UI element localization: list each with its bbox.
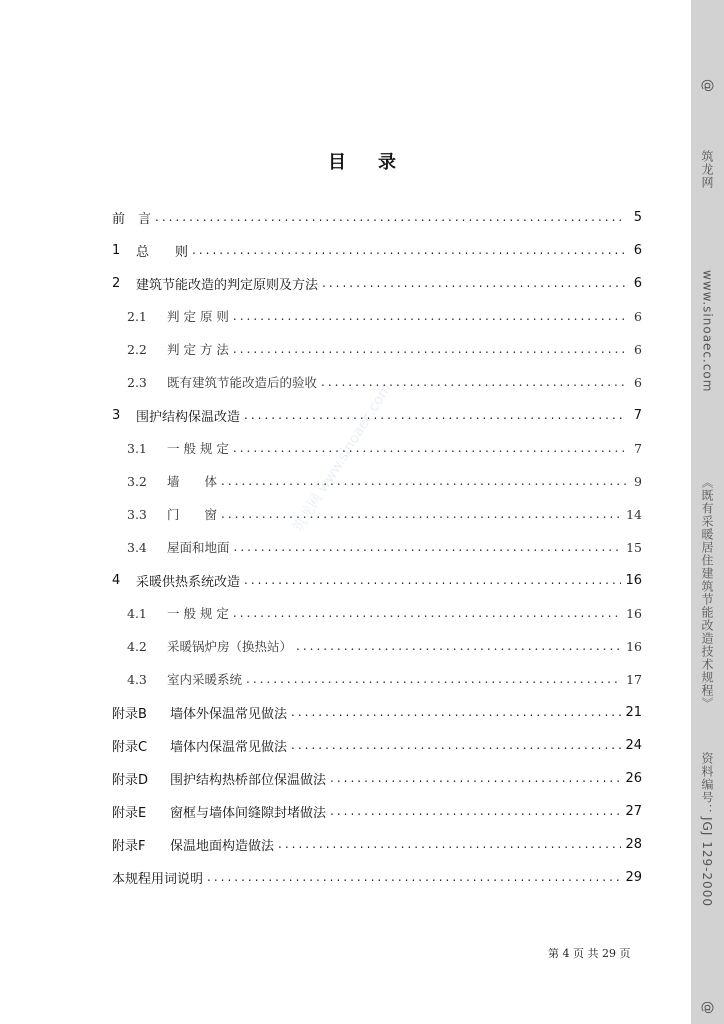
toc-page-number: 15 — [626, 539, 642, 555]
sidebar-site-name: 筑龙网 — [700, 150, 714, 189]
toc-entry[interactable] — [112, 240, 642, 260]
toc-page-number: 29 — [625, 869, 642, 885]
toc-entry[interactable] — [127, 603, 642, 623]
toc-entry[interactable] — [112, 867, 642, 887]
toc-number: 3.2 — [127, 473, 147, 489]
toc-leader-dots — [244, 408, 626, 422]
title-char-2: 录 — [378, 152, 396, 173]
toc-label: 采暖锅炉房（换热站） — [167, 639, 293, 654]
toc-number: 附录C — [112, 739, 148, 755]
toc-entry[interactable] — [127, 669, 642, 689]
toc-label: 一 般 规 定 — [167, 606, 229, 621]
toc-number: 3.3 — [127, 506, 147, 522]
toc-page-number: 14 — [626, 506, 642, 522]
toc-entry[interactable] — [112, 702, 642, 722]
toc-leader-dots — [192, 243, 626, 257]
toc-page-number: 16 — [626, 638, 642, 654]
toc-entry[interactable] — [127, 438, 642, 458]
toc-number: 附录B — [112, 706, 147, 722]
toc-leader-dots — [233, 606, 622, 620]
toc-entry[interactable] — [112, 735, 642, 755]
toc-page-number: 5 — [633, 209, 642, 225]
toc-number: 1 — [112, 242, 121, 258]
watermark: 筑龙网 www.sinoaec.com — [290, 380, 395, 536]
toc-page-number: 27 — [625, 803, 642, 819]
toc-number: 附录D — [112, 772, 149, 788]
toc-leader-dots — [330, 804, 621, 818]
toc-leader-dots — [207, 870, 621, 884]
toc-page-number: 7 — [633, 407, 642, 423]
sidebar-website: www.sinoaec.com — [700, 270, 715, 393]
toc-page-number: 6 — [634, 341, 642, 357]
toc-number: 前 言 — [112, 211, 152, 227]
toc-leader-dots — [321, 375, 626, 389]
toc-entry[interactable] — [127, 471, 642, 491]
toc-leader-dots — [221, 507, 622, 521]
toc-leader-dots — [233, 441, 626, 455]
toc-label: 既有建筑节能改造后的验收 — [167, 375, 318, 390]
toc-leader-dots — [291, 705, 621, 719]
toc-label: 判 定 方 法 — [167, 342, 229, 357]
toc-page-number: 16 — [626, 605, 642, 621]
toc-leader-dots — [296, 639, 622, 653]
toc-label: 保温地面构造做法 — [170, 838, 275, 854]
toc-label: 窗框与墙体间缝隙封堵做法 — [170, 805, 327, 821]
toc-leader-dots — [155, 210, 626, 224]
toc-number: 2.3 — [127, 374, 147, 390]
toc-label: 判 定 原 则 — [167, 309, 229, 324]
toc-entry[interactable] — [127, 306, 642, 326]
toc-page-number: 6 — [634, 308, 642, 324]
toc-number: 3.1 — [127, 440, 147, 456]
toc-page-number: 6 — [634, 374, 642, 390]
toc-page-number: 16 — [625, 572, 642, 588]
toc-number: 3 — [112, 407, 121, 423]
toc-number: 2 — [112, 275, 121, 291]
toc-page-number: 6 — [633, 242, 642, 258]
toc-leader-dots — [291, 738, 621, 752]
toc-number: 4.3 — [127, 671, 147, 687]
toc-leader-dots — [246, 672, 622, 686]
toc-label: 门 窗 — [167, 507, 218, 522]
toc-leader-dots — [233, 309, 626, 323]
at-symbol-top: @ — [700, 79, 715, 92]
toc-label: 围护结构保温改造 — [136, 409, 241, 425]
toc-leader-dots — [244, 573, 621, 587]
toc-number: 本规程用词说明 — [112, 871, 204, 887]
toc-page-number: 7 — [634, 440, 642, 456]
toc-leader-dots — [322, 276, 626, 290]
toc-label: 室内采暖系统 — [167, 672, 243, 687]
toc-number: 附录E — [112, 805, 147, 821]
toc-page-number: 26 — [625, 770, 642, 786]
title-char-1: 目 — [328, 152, 346, 173]
toc-page-number: 24 — [625, 737, 642, 753]
at-symbol-bottom: @ — [700, 1001, 715, 1014]
toc-page-number: 9 — [634, 473, 642, 489]
toc-entry[interactable] — [112, 207, 642, 227]
toc-page-number: 28 — [625, 836, 642, 852]
toc-entry[interactable] — [127, 504, 642, 524]
toc-number: 2.1 — [127, 308, 147, 324]
toc-entry[interactable] — [127, 636, 642, 656]
toc-entry[interactable] — [112, 570, 642, 590]
toc-entry[interactable] — [112, 768, 642, 788]
toc-label: 墙体内保温常见做法 — [170, 739, 288, 755]
sidebar-doc-code: 资料编号：JGJ 129-2000 — [700, 752, 714, 907]
toc-entry[interactable] — [127, 372, 642, 392]
toc-label: 墙体外保温常见做法 — [170, 706, 288, 722]
toc-page-number: 6 — [633, 275, 642, 291]
toc-label: 一 般 规 定 — [167, 441, 229, 456]
toc-entry[interactable] — [112, 273, 642, 293]
toc-entry[interactable] — [112, 834, 642, 854]
toc-number: 4.1 — [127, 605, 147, 621]
toc-label: 围护结构热桥部位保温做法 — [170, 772, 327, 788]
toc-label: 总 则 — [136, 244, 189, 260]
toc-leader-dots — [234, 540, 623, 554]
toc-label: 采暖供热系统改造 — [136, 574, 241, 590]
toc-number: 4 — [112, 572, 121, 588]
toc-entry[interactable] — [112, 405, 642, 425]
toc-number: 4.2 — [127, 638, 147, 654]
toc-entry[interactable] — [127, 537, 642, 557]
toc-number: 附录F — [112, 838, 146, 854]
toc-label: 建筑节能改造的判定原则及方法 — [136, 277, 319, 293]
sidebar-doc-title: 《既有采暖居住建筑节能改造技术规程》 — [700, 476, 714, 710]
toc-page-number: 21 — [625, 704, 642, 720]
toc-leader-dots — [221, 474, 626, 488]
toc-label: 墙 体 — [167, 474, 218, 489]
page-footer: 第 4 页 共 29 页 — [548, 947, 631, 960]
toc-leader-dots — [330, 771, 621, 785]
toc-number: 2.2 — [127, 341, 147, 357]
toc-label: 屋面和地面 — [167, 540, 230, 555]
toc-leader-dots — [278, 837, 621, 851]
toc-number: 3.4 — [127, 539, 147, 555]
toc-page-number: 17 — [626, 671, 642, 687]
toc-entry[interactable] — [127, 339, 642, 359]
toc-entry[interactable] — [112, 801, 642, 821]
toc-leader-dots — [233, 342, 626, 356]
